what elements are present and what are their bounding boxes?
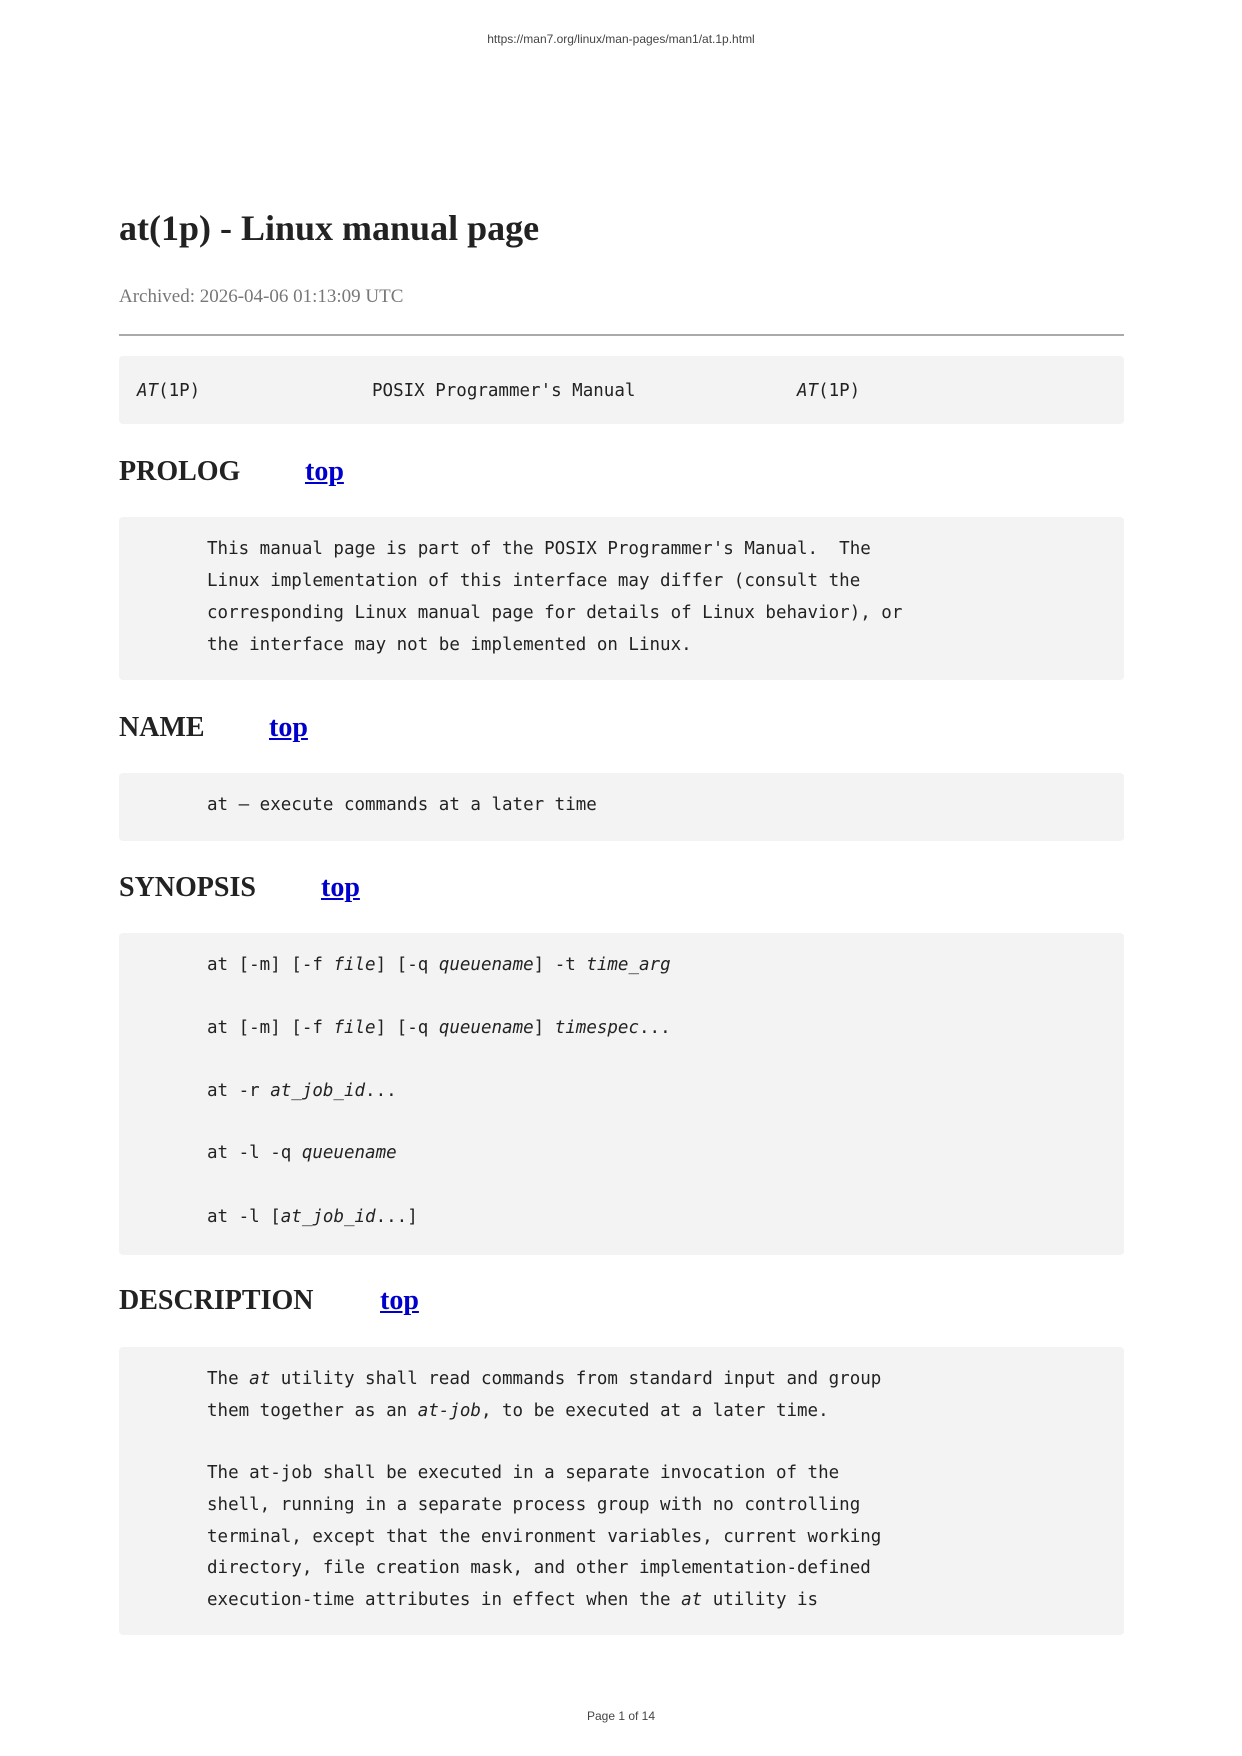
description-line: execution-time attributes in effect when the at utility is	[207, 1590, 819, 1610]
description-line: shell, running in a separate process group with no controlling	[207, 1495, 861, 1515]
prolog-line: the interface may not be implemented on Linux.	[207, 635, 692, 655]
synopsis-box	[119, 933, 1124, 1255]
name-top-link[interactable]: top	[269, 712, 308, 743]
page-title: at(1p) - Linux manual page	[119, 208, 540, 248]
description-line: terminal, except that the environment variables, current working	[207, 1527, 882, 1547]
header-left: AT(1P)	[137, 381, 201, 401]
header-right: AT(1P)	[797, 381, 861, 401]
synopsis-line: at [-m] [-f file] [-q queuename] -t time_arg	[207, 955, 671, 975]
page-url: https://man7.org/linux/man-pages/man1/at.1p.html	[487, 32, 755, 46]
synopsis-line: at [-m] [-f file] [-q queuename] timespec...	[207, 1018, 671, 1038]
prolog-top-link[interactable]: top	[305, 456, 344, 487]
man-page-content	[119, 0, 1124, 1610]
section-heading-prolog: PROLOG	[119, 456, 241, 487]
section-heading-name: NAME	[119, 712, 205, 743]
name-box	[119, 773, 1124, 841]
description-box	[119, 1347, 1124, 1635]
description-line: directory, file creation mask, and other implementation-defined	[207, 1558, 871, 1578]
archived-timestamp: Archived: 2026-04-06 01:13:09 UTC	[119, 286, 404, 307]
section-heading-synopsis: SYNOPSIS	[119, 872, 256, 903]
synopsis-line: at -l [at_job_id...]	[207, 1207, 418, 1227]
prolog-line: corresponding Linux manual page for details of Linux behavior), or	[207, 603, 903, 623]
description-top-link[interactable]: top	[380, 1285, 419, 1316]
prolog-box	[119, 517, 1124, 680]
title-divider	[119, 334, 1124, 336]
description-line: The at utility shall read commands from standard input and group	[207, 1369, 882, 1389]
description-line: them together as an at-job, to be executed at a later time.	[207, 1401, 829, 1421]
header-center: POSIX Programmer's Manual	[372, 381, 636, 401]
description-line: The at-job shall be executed in a separate invocation of the	[207, 1463, 840, 1483]
section-heading-description: DESCRIPTION	[119, 1285, 314, 1316]
prolog-line: This manual page is part of the POSIX Programmer's Manual. The	[207, 539, 871, 559]
synopsis-line: at -r at_job_id...	[207, 1081, 397, 1101]
synopsis-line: at -l -q queuename	[207, 1143, 397, 1163]
prolog-line: Linux implementation of this interface may differ (consult the	[207, 571, 861, 591]
name-line: at — execute commands at a later time	[207, 795, 597, 815]
synopsis-top-link[interactable]: top	[321, 872, 360, 903]
page-number: Page 1 of 14	[586, 1709, 656, 1723]
